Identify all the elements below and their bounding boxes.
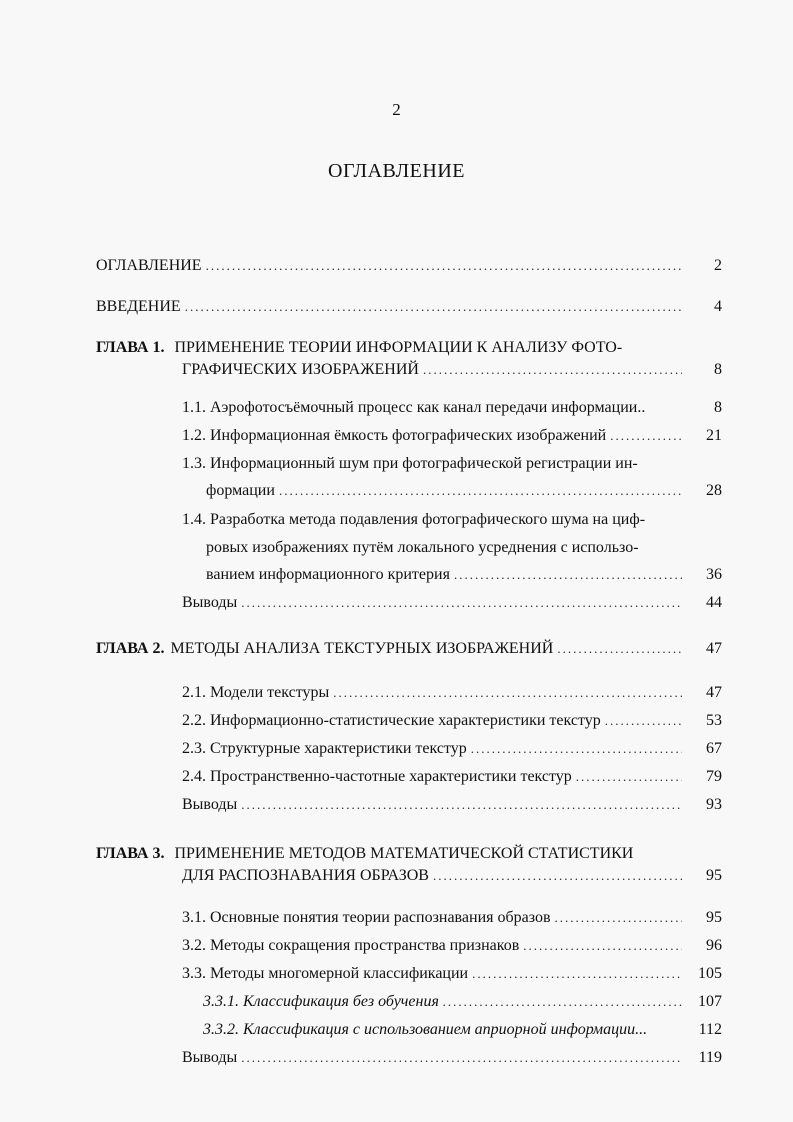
page-number: 2 [392,100,401,119]
toc-entry-3-3[interactable] [182,964,722,984]
toc-entry-1-2[interactable] [182,426,722,446]
dot-leader [523,936,682,956]
toc-entry-text: 2.1. Модели текстуры [182,684,330,701]
chapter-1-heading[interactable] [96,338,622,358]
dot-leader [206,256,682,276]
toc-entry-2-2[interactable] [182,711,722,731]
toc-page-number: 105 [698,965,722,982]
toc-page-number: 44 [706,594,722,611]
toc-page-number: 53 [706,712,722,729]
toc-entry-3-3-2[interactable] [203,1020,722,1040]
toc-entry-text: 1.1. Аэрофотосъёмочный процесс как канал передачи информации.. [182,399,646,416]
toc-page-number: 4 [714,298,722,315]
toc-page-number: 95 [706,867,722,884]
toc-page-number: 8 [714,399,722,416]
toc-page-number: 93 [706,796,722,813]
toc-page-number: 47 [706,640,722,657]
toc-entry-text: 1.2. Информационная ёмкость фотографических изображений [182,427,607,444]
dot-leader [241,593,682,613]
toc-entry-1-1[interactable] [182,398,722,418]
dot-leader [454,565,682,585]
chapter-title-line: ГРАФИЧЕСКИХ ИЗОБРАЖЕНИЙ [182,361,419,378]
toc-page-number: 21 [706,427,722,444]
chapter-label: ГЛАВА 3. [96,845,165,862]
chapter-label: ГЛАВА 2. [96,640,165,657]
dot-leader [610,426,682,446]
toc-page-number: 8 [714,361,722,378]
toc-page-number: 79 [706,768,722,785]
toc-entry-text: 3.3.2. Классификация с использованием априорной информации... [203,1021,648,1038]
chapter-title-line: ПРИМЕНЕНИЕ МЕТОДОВ МАТЕМАТИЧЕСКОЙ СТАТИСТИКИ [174,845,634,862]
chapter-label: ГЛАВА 1. [96,339,165,356]
toc-entry-text: 3.1. Основные понятия теории распознавания образов [182,909,551,926]
toc-page-number: 2 [714,257,722,274]
chapter-title-line: ПРИМЕНЕНИЕ ТЕОРИИ ИНФОРМАЦИИ К АНАЛИЗУ ФОТО- [174,339,623,356]
dot-leader [557,639,682,659]
toc-entry-text: 3.2. Методы сокращения пространства признаков [182,937,520,954]
chapter-3-title-end[interactable] [182,866,722,886]
toc-entry-text: 2.4. Пространственно-частотные характеристики текстур [182,768,572,785]
toc-entry-ch3-conclusions[interactable] [182,1048,722,1068]
toc-page-number: 36 [706,566,722,583]
toc-entry-1-3-line[interactable]: 1.3. Информационный шум при фотографической регистрации ин- [182,455,638,472]
toc-page-number: 107 [698,993,722,1010]
dot-leader [423,360,682,380]
dot-leader [605,711,682,731]
page-title: ОГЛАВЛЕНИЕ [328,160,465,182]
dot-leader [241,1048,682,1068]
toc-entry-1-4-line[interactable]: 1.4. Разработка метода подавления фотографического шума на циф- [182,511,646,528]
toc-entry-text: 2.3. Структурные характеристики текстур [182,740,467,757]
dot-leader [471,739,682,759]
toc-entry-text: 2.2. Информационно-статистические характеристики текстур [182,712,601,729]
toc-entry-introduction[interactable] [96,297,722,317]
toc-page-number: 47 [706,684,722,701]
dot-leader [555,908,682,928]
toc-entry-text: Выводы [182,796,238,813]
toc-entry-text: Выводы [182,1049,238,1066]
toc-entry-2-3[interactable] [182,739,722,759]
dot-leader [185,297,682,317]
dot-leader [576,767,682,787]
toc-entry-2-4[interactable] [182,767,722,787]
toc-page-number: 67 [706,740,722,757]
toc-entry-text: ВВЕДЕНИЕ [96,298,181,315]
dot-leader [472,964,682,984]
toc-entry-1-3[interactable] [206,481,722,501]
toc-entry-text: 3.3. Методы многомерной классификации [182,965,469,982]
toc-entry-text: формации [206,482,275,499]
toc-page-number: 96 [706,937,722,954]
toc-entry-text: ОГЛАВЛЕНИЕ [96,257,202,274]
toc-page-number: 112 [698,1021,722,1038]
toc-entry-1-4-line[interactable]: ровых изображениях путём локального усреднения с использо- [206,539,639,556]
toc-entry-ch1-conclusions[interactable] [182,593,722,613]
dot-leader [279,481,682,501]
toc-entry-3-1[interactable] [182,908,722,928]
toc-entry-text: ванием информационного критерия [206,566,450,583]
chapter-2-heading[interactable] [96,639,722,659]
chapter-title-line: ДЛЯ РАСПОЗНАВАНИЯ ОБРАЗОВ [182,867,429,884]
toc-page-number: 28 [706,482,722,499]
toc-entry-contents[interactable] [96,256,722,276]
toc-entry-3-2[interactable] [182,936,722,956]
toc-page-number: 119 [698,1049,722,1066]
chapter-3-heading[interactable] [96,844,633,864]
dot-leader [241,795,682,815]
dot-leader [433,866,682,886]
toc-entry-2-1[interactable] [182,683,722,703]
toc-entry-ch2-conclusions[interactable] [182,795,722,815]
chapter-title-line: МЕТОДЫ АНАЛИЗА ТЕКСТУРНЫХ ИЗОБРАЖЕНИЙ [170,640,554,657]
toc-entry-text: 3.3.1. Классификация без обучения [203,993,439,1010]
toc-entry-1-4[interactable] [206,565,722,585]
toc-page-number: 95 [706,909,722,926]
toc-entry-text: Выводы [182,594,238,611]
dot-leader [333,683,682,703]
toc-entry-3-3-1[interactable] [203,992,722,1012]
chapter-1-title-end[interactable] [182,360,722,380]
dot-leader [443,992,682,1012]
